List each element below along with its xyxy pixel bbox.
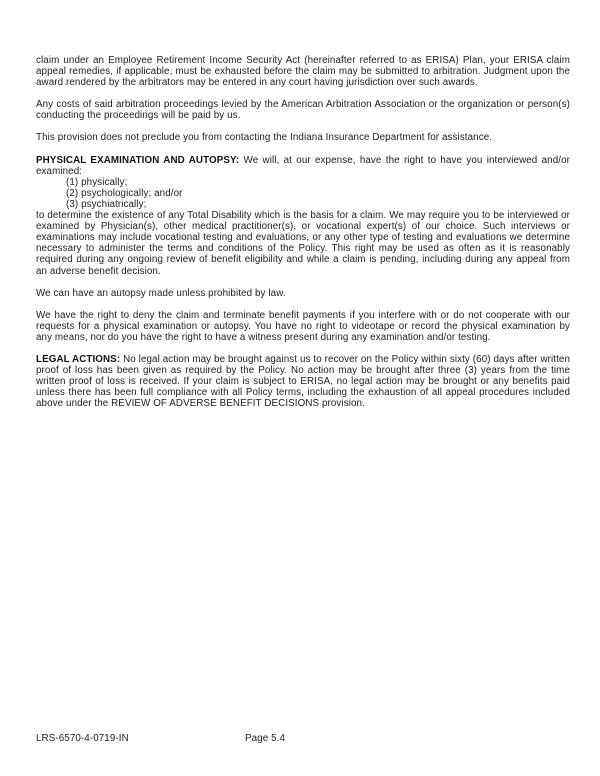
paragraph-text: claim under an Employee Retirement Income Security Act (hereinafter referred to as ERISA) Plan, your ERISA claim appeal remedies, if applicable, must be exhausted before the claim may be submitted to arbitration. Judgment upon the award rendered by the arbitrators may be entered in any court having jurisdiction over such awards.: [36, 55, 570, 89]
paragraph-text: to determine the existence of any Total Disability which is the basis for a claim. We may require you to be interviewed or examined by Physician(s), other medical practitioner(s), or vocational expert(s) of our choice. Such interviews or examinations may include vocational testing and evaluations, or any other type of testing and evaluations we determine necessary to administer the terms and conditions of the Policy. This right may be used as often as it is reasonably required during any ongoing review of benefit eligibility and while a claim is pending, including during any appeal from an adverse benefit decision.: [36, 210, 570, 277]
paragraph-text: Any costs of said arbitration proceedings levied by the American Arbitration Association or the organization or person(s) conducting the proceedings will be paid by us.: [36, 99, 570, 122]
list-item-psychiatrically: (3) psychiatrically;: [66, 198, 147, 210]
paragraph-arbitration-costs: [36, 99, 570, 121]
paragraph-text: We have the right to deny the claim and terminate benefit payments if you interfere with or do not cooperate with our requests for a physical examination or autopsy. You have no right to videotape or record the physical examination by any means, nor do you have the right to have a witness present during any examination and/or testing.: [36, 309, 570, 343]
footer-form-number: LRS-6570-4-0719-IN: [36, 733, 129, 744]
paragraph-autopsy: [36, 288, 570, 299]
page-body-text: [36, 55, 570, 420]
paragraph-deny-claim: [36, 310, 570, 343]
paragraph-legal-actions: [36, 354, 570, 409]
paragraph-examination-continuation: [36, 210, 570, 277]
legal-actions-heading: LEGAL ACTIONS:: [36, 353, 121, 365]
paragraph-text: No legal action may be brought against us to recover on the Policy within sixty (60) days after written proof of loss has been given as required by the Policy. No action may be brought after three (3) years from the time written proof of loss is received. If your claim is subject to ERISA, no legal action may be brought or any benefits paid unless there has been full compliance with all Policy terms, including the exhaustion of all appeal procedures included above under the REVIEW OF ADVERSE BENEFIT DECISIONS provision.: [36, 353, 570, 410]
paragraph-erisa-arbitration: [36, 55, 570, 88]
physical-examination-heading: PHYSICAL EXAMINATION AND AUTOPSY:: [36, 154, 240, 166]
paragraph-text: We can have an autopsy made unless prohibited by law.: [36, 287, 286, 299]
examination-type-list: [36, 177, 570, 210]
list-item-psychologically: (2) psychologically; and/or: [66, 187, 183, 199]
footer-page-number: Page 5.4: [245, 733, 286, 744]
paragraph-text: We will, at our expense, have the right to have you interviewed and/or examined:: [36, 154, 571, 177]
paragraph-insurance-department: [36, 132, 570, 143]
paragraph-text: This provision does not preclude you from contacting the Indiana Insurance Department for assistance.: [36, 132, 493, 144]
paragraph-physical-examination: [36, 155, 570, 177]
list-item-physically: (1) physically;: [66, 176, 128, 188]
